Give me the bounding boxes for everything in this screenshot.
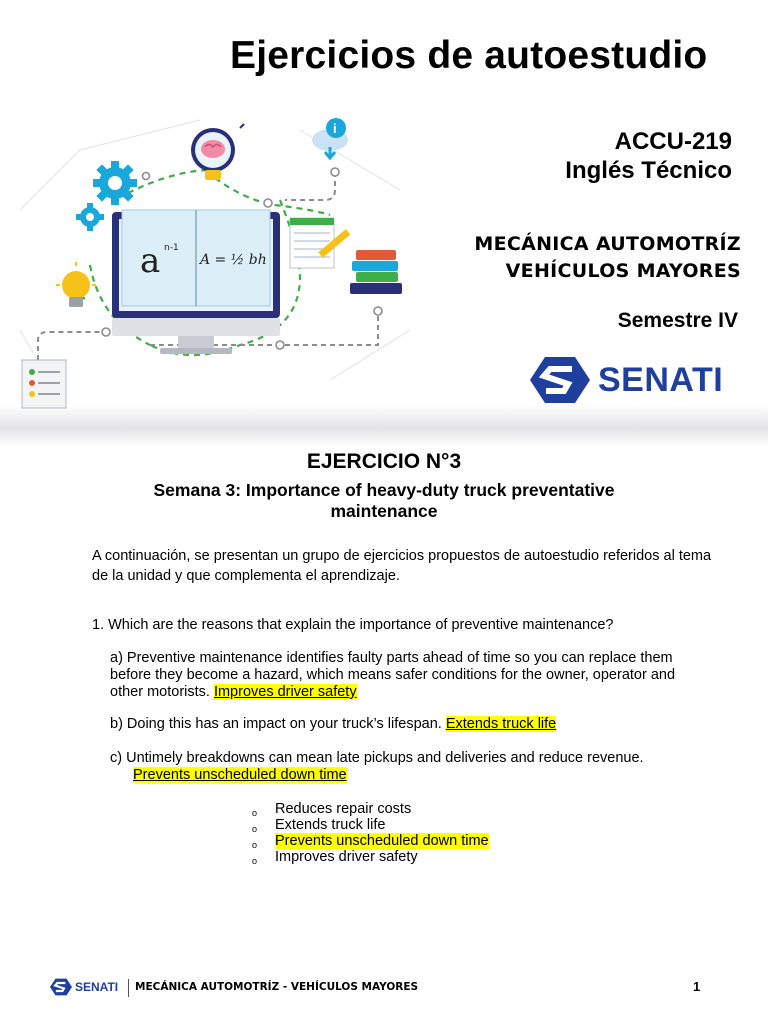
intro-paragraph: A continuación, se presentan un grupo de ejercicios propuestos de autoestudio referidos al tema de la unidad y que complementa el aprendizaje. <box>92 548 712 584</box>
senati-logo <box>530 355 730 405</box>
list-item <box>252 833 489 849</box>
item-text: c) Untimely breakdowns can mean late pickups and deliveries and reduce revenue. <box>110 750 644 766</box>
page-number: 1 <box>693 979 701 994</box>
list-item <box>252 849 489 865</box>
footer-divider <box>128 979 129 997</box>
career-line-2: VEHÍCULOS MAYORES <box>505 260 741 282</box>
item-text: b) Doing this has an impact on your truck’s lifespan. <box>110 716 446 732</box>
formula-symbol: a <box>140 241 161 281</box>
list-item <box>252 817 489 833</box>
bullet-marker: o <box>252 840 258 850</box>
highlighted-answer: Extends truck life <box>445 716 557 732</box>
small-gear-icon <box>76 203 104 231</box>
answer-item-a <box>110 650 710 701</box>
semester-label: Semestre IV <box>617 309 738 332</box>
list-item <box>252 801 489 817</box>
option-text: Extends truck life <box>275 817 386 833</box>
area-formula: A = ½ bh <box>200 252 267 268</box>
svg-text:i: i <box>333 121 337 136</box>
question-1: 1. Which are the reasons that explain the importance of preventive maintenance? <box>92 617 614 633</box>
exercise-title: EJERCICIO N°3 <box>306 450 462 473</box>
books-icon <box>350 250 402 294</box>
bullet-marker: o <box>252 824 258 834</box>
career-line-1: MECÁNICA AUTOMOTRÍZ <box>474 233 741 255</box>
answer-item-c <box>110 750 710 784</box>
answer-item-b <box>110 716 710 733</box>
highlighted-answer: Prevents unscheduled down time <box>133 767 347 783</box>
senati-logo-text: SENATI <box>598 361 724 399</box>
notepad-icon <box>290 218 334 268</box>
bullet-marker: o <box>252 856 258 866</box>
option-text: Improves driver safety <box>275 849 418 865</box>
formula-exponent: n-1 <box>164 243 179 253</box>
option-text: Reduces repair costs <box>275 801 412 817</box>
exercise-subtitle: Semana 3: Importance of heavy-duty truck preventative maintenance <box>153 480 615 521</box>
course-code: ACCU-219 <box>614 128 732 155</box>
options-list <box>252 801 489 865</box>
separator-band <box>0 405 768 447</box>
page-title: Ejercicios de autoestudio <box>230 34 708 77</box>
brain-bulb-icon <box>191 124 244 180</box>
footer-text: MECÁNICA AUTOMOTRÍZ - VEHÍCULOS MAYORES <box>135 981 419 993</box>
footer-logo-icon <box>50 978 72 996</box>
info-cloud-icon <box>312 118 348 158</box>
education-illustration <box>0 110 420 410</box>
item-text: a) Preventive maintenance identifies faulty parts ahead of time so you can replace them before they become a hazard, which means safer conditions for the owner, operator and other motorists. <box>110 650 676 700</box>
senati-logo-icon <box>530 357 590 403</box>
footer-logo-text: SENATI <box>75 980 119 994</box>
option-text: Prevents unscheduled down time <box>275 833 489 849</box>
course-name: Inglés Técnico <box>565 157 732 184</box>
highlighted-answer: Improves driver safety <box>213 684 357 700</box>
bullet-marker: o <box>252 808 258 818</box>
gear-icon <box>93 161 137 205</box>
checklist-icon <box>22 360 66 408</box>
